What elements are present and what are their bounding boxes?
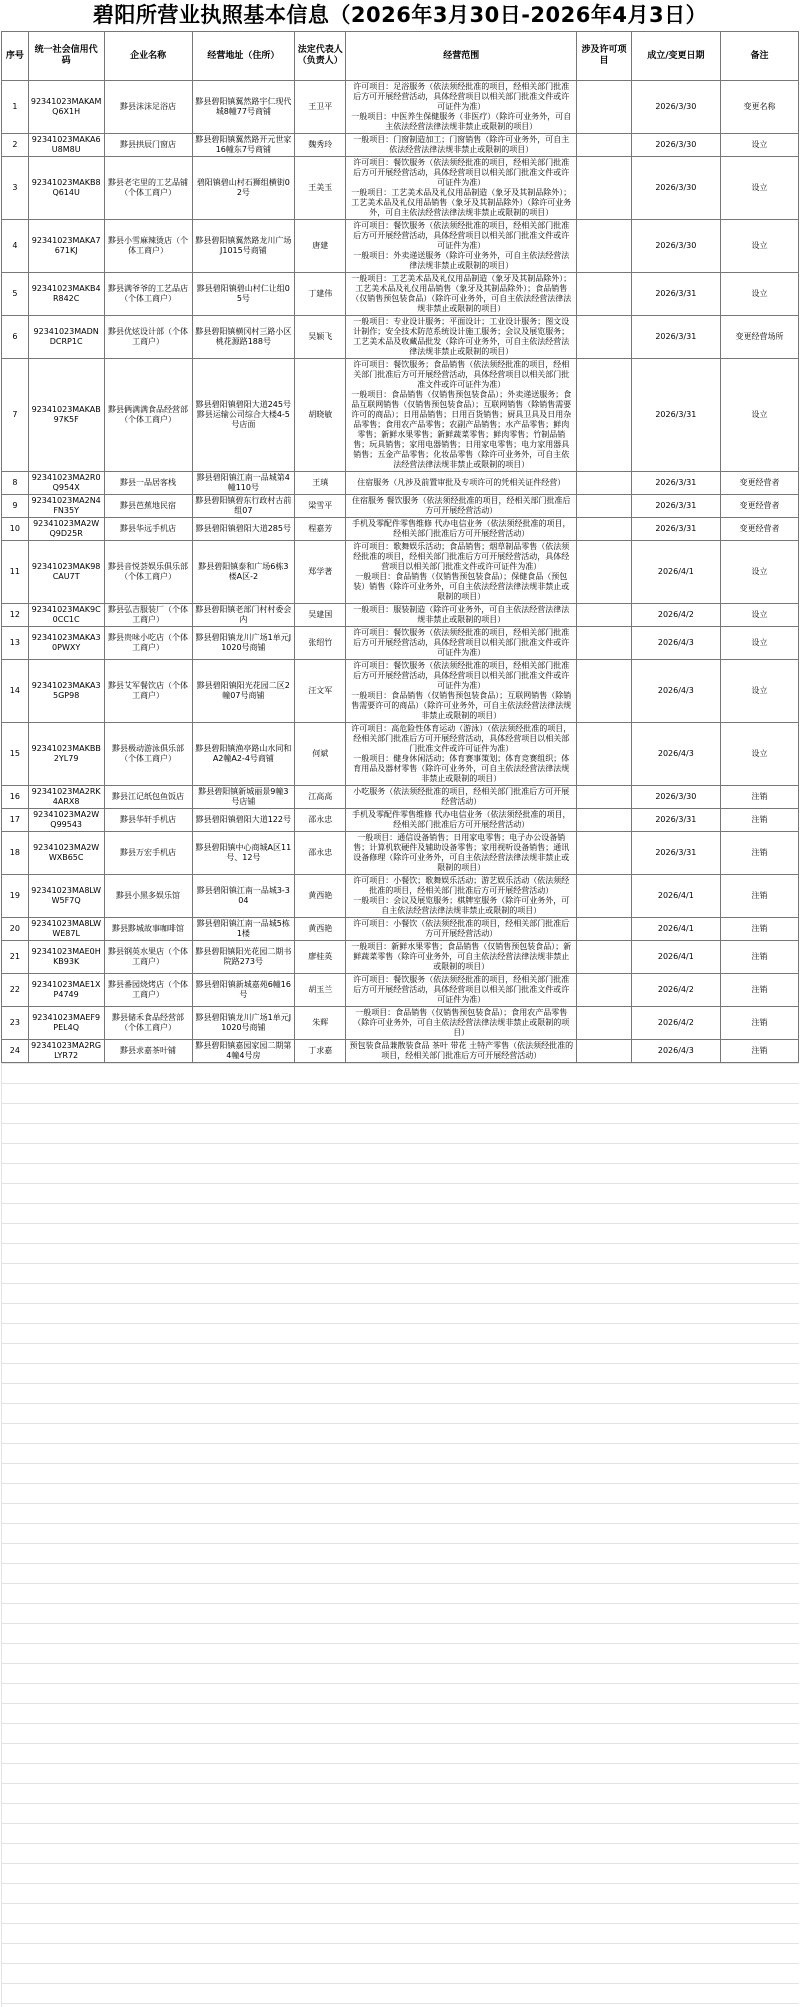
cell-date: 2026/4/3: [631, 723, 720, 786]
cell-note: 设立: [720, 220, 798, 273]
cell-note: 变更经营者: [720, 472, 798, 495]
cell-date: 2026/3/30: [631, 157, 720, 220]
cell-name: 黟县满爷爷的工艺品店（个体工商户）: [104, 273, 192, 316]
cell-name: 黟县优炫设计部（个体工商户）: [104, 316, 192, 359]
cell-name: 黟县俩满满食品经营部（个体工商户）: [104, 359, 192, 472]
cell-name: 黟县储禾食品经营部（个体工商户）: [104, 1007, 192, 1040]
table-row: [2, 875, 799, 918]
cell-license: [577, 518, 632, 541]
cell-representative: 朱辉: [295, 1007, 346, 1040]
table-row: [2, 786, 799, 809]
cell-date: 2026/4/3: [631, 1040, 720, 1063]
cell-scope: 住宿服务（凡涉及前置审批及专项许可的凭相关证件经营）: [346, 472, 577, 495]
cell-no: 3: [2, 157, 29, 220]
cell-representative: 魏秀玲: [295, 134, 346, 157]
cell-scope: 一般项目：门窗制造加工；门窗销售（除许可业务外，可自主依法经营法律法规非禁止或限制的项目）: [346, 134, 577, 157]
cell-note: 设立: [720, 541, 798, 604]
table-row: [2, 604, 799, 627]
cell-date: 2026/3/31: [631, 316, 720, 359]
cell-name: 黟县艾军餐饮店（个体工商户）: [104, 660, 192, 723]
cell-representative: 梁雪平: [295, 495, 346, 518]
cell-scope: 许可项目：歌舞娱乐活动；食品销售；烟草制品零售（依法须经批准的项目，经相关部门批准后方可开展经营活动，具体经营项目以相关部门批准文件或许可证件为准） 一般项目：食品销售（仅销售预包装食品）；保健食品（预包装）销售（除许可业务外，可自主依法经营法律法规非禁止或限制的项目）: [346, 541, 577, 604]
cell-name: 黟县芭蕉地民宿: [104, 495, 192, 518]
cell-representative: 江高高: [295, 786, 346, 809]
table-row: [2, 918, 799, 941]
cell-address: 黟县碧阳镇阳光花园二区2幢07号商铺: [192, 660, 295, 723]
cell-code: 92341023MA2WQ9D25R: [28, 518, 104, 541]
table-row: [2, 316, 799, 359]
cell-representative: 王瑱: [295, 472, 346, 495]
table-row: [2, 134, 799, 157]
cell-scope: 手机及零配件零售维修 代办电信业务（依法须经批准的项目，经相关部门批准后方可开展经营活动）: [346, 518, 577, 541]
cell-address: 黟县碧阳镇江南一品城3-304: [192, 875, 295, 918]
cell-code: 92341023MAKA7671KJ: [28, 220, 104, 273]
cell-date: 2026/3/31: [631, 809, 720, 832]
cell-date: 2026/3/30: [631, 134, 720, 157]
header-row: [2, 32, 799, 81]
cell-name: 黟县音悦荟娱乐俱乐部（个体工商户）: [104, 541, 192, 604]
cell-scope: 小吃服务（依法须经批准的项目，经相关部门批准后方可开展经营活动）: [346, 786, 577, 809]
header-code: 统一社会信用代码: [28, 32, 104, 81]
cell-no: 22: [2, 974, 29, 1007]
header-representative: 法定代表人（负责人）: [295, 32, 346, 81]
cell-no: 18: [2, 832, 29, 875]
table-row: [2, 518, 799, 541]
cell-code: 92341023MA8LWWE87L: [28, 918, 104, 941]
cell-name: 黟县小黑多娱乐馆: [104, 875, 192, 918]
cell-address: 碧阳镇碧山村石狮组横街02号: [192, 157, 295, 220]
cell-note: 注销: [720, 832, 798, 875]
cell-scope: 许可项目：餐饮服务（依法须经批准的项目，经相关部门批准后方可开展经营活动，具体经营项目以相关部门批准文件或许可证件为准）: [346, 627, 577, 660]
cell-name: 黟县沫沫足浴店: [104, 81, 192, 134]
cell-license: [577, 1007, 632, 1040]
cell-note: 变更经营者: [720, 495, 798, 518]
header-date: 成立/变更日期: [631, 32, 720, 81]
cell-address: 黟县碧阳镇中心商城A区11号、12号: [192, 832, 295, 875]
cell-code: 92341023MA2RGLYR72: [28, 1040, 104, 1063]
cell-address: 黟县碧阳镇泰和广场6栋3楼A区-2: [192, 541, 295, 604]
cell-date: 2026/3/31: [631, 273, 720, 316]
cell-scope: 预包装食品兼散装食品 茶叶 带花 土特产零售（依法须经批准的项目，经相关部门批准后方可开展经营活动）: [346, 1040, 577, 1063]
header-no: 序号: [2, 32, 29, 81]
cell-scope: 一般项目：新鲜水果零售；食品销售（仅销售预包装食品）；新鲜蔬菜零售（除许可业务外，可自主依法经营法律法规非禁止或限制的项目）: [346, 941, 577, 974]
cell-code: 92341023MAKAB97K5F: [28, 359, 104, 472]
cell-note: 设立: [720, 134, 798, 157]
cell-code: 92341023MAE1XP4749: [28, 974, 104, 1007]
cell-name: 黟县小雪麻辣烫店（个体工商户）: [104, 220, 192, 273]
cell-address: 黟县碧阳镇碧山村仁让组05号: [192, 273, 295, 316]
cell-date: 2026/3/31: [631, 832, 720, 875]
cell-scope: 一般项目：服装制造（除许可业务外，可自主依法经营法律法规非禁止或限制的项目）: [346, 604, 577, 627]
cell-license: [577, 660, 632, 723]
business-license-table: [1, 31, 799, 1063]
cell-code: 92341023MA2WQ99543: [28, 809, 104, 832]
cell-license: [577, 832, 632, 875]
cell-representative: 丁求嘉: [295, 1040, 346, 1063]
table-row: [2, 627, 799, 660]
cell-note: 注销: [720, 786, 798, 809]
cell-representative: 王美玉: [295, 157, 346, 220]
cell-name: 黟县黟城故事咖啡馆: [104, 918, 192, 941]
cell-date: 2026/4/1: [631, 941, 720, 974]
cell-address: 黟县碧阳镇阳光花园二期书院路273号: [192, 941, 295, 974]
cell-address: 黟县碧阳镇碧阳大道285号: [192, 518, 295, 541]
header-scope: 经营范围: [346, 32, 577, 81]
cell-note: 变更名称: [720, 81, 798, 134]
table-body: [2, 81, 799, 1063]
cell-license: [577, 786, 632, 809]
cell-address: 黟县碧阳镇新城丽景9幢3号店铺: [192, 786, 295, 809]
header-license: 涉及许可项目: [577, 32, 632, 81]
cell-license: [577, 359, 632, 472]
cell-address: 黟县碧阳镇新城嘉苑6幢16号: [192, 974, 295, 1007]
cell-no: 1: [2, 81, 29, 134]
cell-name: 黟县华轩手机店: [104, 809, 192, 832]
cell-no: 4: [2, 220, 29, 273]
cell-note: 注销: [720, 918, 798, 941]
cell-name: 黟县江记纸包鱼饭店: [104, 786, 192, 809]
cell-no: 20: [2, 918, 29, 941]
cell-name: 黟县番园烧烤店（个体工商户）: [104, 974, 192, 1007]
cell-no: 8: [2, 472, 29, 495]
cell-date: 2026/4/1: [631, 541, 720, 604]
cell-license: [577, 541, 632, 604]
cell-note: 设立: [720, 273, 798, 316]
header-name: 企业名称: [104, 32, 192, 81]
cell-license: [577, 723, 632, 786]
cell-name: 黟县一品居客栈: [104, 472, 192, 495]
cell-no: 11: [2, 541, 29, 604]
cell-scope: 许可项目：餐饮服务（依法须经批准的项目，经相关部门批准后方可开展经营活动，具体经营项目以相关部门批准文件或许可证件为准） 一般项目：食品销售（仅销售预包装食品）；互联网销售（除销售需要许可的商品）（除许可业务外，可自主依法经营法律法规非禁止或限制的项目）: [346, 660, 577, 723]
cell-address: 黟县碧阳镇江南一品城5栋1楼: [192, 918, 295, 941]
cell-address: 黟县碧阳镇横冈村三路小区桃花源路188号: [192, 316, 295, 359]
cell-representative: 邵永忠: [295, 809, 346, 832]
cell-no: 5: [2, 273, 29, 316]
cell-name: 黟县求嘉茶叶铺: [104, 1040, 192, 1063]
cell-address: 黟县碧阳镇翼然路宇仁现代城8幢77号商铺: [192, 81, 295, 134]
table-row: [2, 220, 799, 273]
cell-code: 92341023MAE0HKB93K: [28, 941, 104, 974]
cell-code: 92341023MA8LWW5F7Q: [28, 875, 104, 918]
table-row: [2, 809, 799, 832]
cell-representative: 邵永忠: [295, 832, 346, 875]
empty-grid: [1, 1063, 799, 2007]
cell-address: 黟县碧阳镇翼然路开元世家16幢东7号商铺: [192, 134, 295, 157]
cell-no: 7: [2, 359, 29, 472]
cell-date: 2026/3/30: [631, 220, 720, 273]
header-note: 备注: [720, 32, 798, 81]
cell-code: 92341023MAK9C0CC1C: [28, 604, 104, 627]
cell-no: 15: [2, 723, 29, 786]
table-row: [2, 81, 799, 134]
table-row: [2, 1007, 799, 1040]
table-row: [2, 660, 799, 723]
cell-note: 设立: [720, 627, 798, 660]
cell-scope: 手机及零配件零售维修 代办电信业务（依法须经批准的项目，经相关部门批准后方可开展经营活动）: [346, 809, 577, 832]
table-row: [2, 723, 799, 786]
cell-code: 92341023MAKB4R842C: [28, 273, 104, 316]
cell-name: 黟县贵味小吃店（个体工商户）: [104, 627, 192, 660]
cell-code: 92341023MADNDCRP1C: [28, 316, 104, 359]
cell-no: 12: [2, 604, 29, 627]
cell-note: 变更经营场所: [720, 316, 798, 359]
cell-scope: 住宿服务 餐饮服务（依法须经批准的项目，经相关部门批准后方可开展经营活动）: [346, 495, 577, 518]
cell-date: 2026/4/1: [631, 875, 720, 918]
cell-representative: 张绍竹: [295, 627, 346, 660]
cell-license: [577, 627, 632, 660]
cell-license: [577, 941, 632, 974]
cell-license: [577, 604, 632, 627]
cell-scope: 许可项目：餐饮服务（依法须经批准的项目，经相关部门批准后方可开展经营活动，具体经营项目以相关部门批准文件或许可证件为准）: [346, 974, 577, 1007]
cell-date: 2026/3/31: [631, 359, 720, 472]
cell-license: [577, 875, 632, 918]
cell-code: 92341023MAK98CAU7T: [28, 541, 104, 604]
cell-representative: 吴颖飞: [295, 316, 346, 359]
cell-code: 92341023MAEF9PEL4Q: [28, 1007, 104, 1040]
cell-representative: 黄西艳: [295, 875, 346, 918]
cell-address: 黟县碧阳镇老部门村村委会内: [192, 604, 295, 627]
cell-address: 黟县碧阳镇龙川广场1单元J1020号商铺: [192, 627, 295, 660]
cell-address: 黟县碧阳镇碧阳大道245号黟县运输公司综合大楼4-5号店面: [192, 359, 295, 472]
cell-no: 6: [2, 316, 29, 359]
cell-note: 设立: [720, 723, 798, 786]
cell-date: 2026/4/1: [631, 918, 720, 941]
cell-scope: 许可项目：餐饮服务；食品销售（依法须经批准的项目，经相关部门批准后方可开展经营活动，具体经营项目以相关部门批准文件或许可证件为准） 一般项目：食品销售（仅销售预包装食品）；外卖递送服务；食品互联网销售（仅销售预包装食品）；互联网销售（除销售需要许可的商品）；日用品销售；日用百货销售；厨具卫具及日用杂品零售；食用农产品零售；农副产品销售；水产品零售；鲜肉零售；新鲜水果零售；新鲜蔬菜零售；鲜肉零售；竹制品销售；玩具销售；家用电器销售；日用家电零售；电力家用器具销售；五金产品零售；化妆品零售（除许可业务外，可自主依法经营法律法规非禁止或限制的项目）: [346, 359, 577, 472]
cell-license: [577, 918, 632, 941]
cell-note: 设立: [720, 359, 798, 472]
cell-address: 黟县碧阳镇碧阳大道122号: [192, 809, 295, 832]
cell-representative: 丁建伟: [295, 273, 346, 316]
cell-note: 注销: [720, 875, 798, 918]
cell-no: 19: [2, 875, 29, 918]
cell-license: [577, 134, 632, 157]
cell-scope: 许可项目：小餐饮；歌舞娱乐活动；游艺娱乐活动（依法须经批准的项目，经相关部门批准后方可开展经营活动） 一般项目：会议及展览服务；棋牌室服务（除许可业务外，可自主依法经营法律法规非禁止或限制的项目）: [346, 875, 577, 918]
table-row: [2, 157, 799, 220]
cell-address: 黟县碧阳镇江南一品城第4幢110号: [192, 472, 295, 495]
cell-license: [577, 81, 632, 134]
cell-code: 92341023MAKB8Q614U: [28, 157, 104, 220]
cell-code: 92341023MAKBB2YL79: [28, 723, 104, 786]
cell-representative: 黄西艳: [295, 918, 346, 941]
cell-note: 注销: [720, 974, 798, 1007]
cell-no: 17: [2, 809, 29, 832]
cell-license: [577, 220, 632, 273]
cell-representative: 郑学著: [295, 541, 346, 604]
cell-code: 92341023MA2N4FN35Y: [28, 495, 104, 518]
cell-code: 92341023MAKAMQ6X1H: [28, 81, 104, 134]
cell-scope: 许可项目：足浴服务（依法须经批准的项目，经相关部门批准后方可开展经营活动，具体经营项目以相关部门批准文件或许可证件为准） 一般项目：中医养生保健服务（非医疗）（除许可业务外，可自主依法经营法律法规非禁止或限制的项目）: [346, 81, 577, 134]
cell-scope: 许可项目：小餐饮（依法须经批准的项目，经相关部门批准后方可开展经营活动）: [346, 918, 577, 941]
cell-license: [577, 809, 632, 832]
cell-scope: 一般项目：工艺美术品及礼仪用品制造（象牙及其制品除外）；工艺美术品及礼仪用品销售（象牙及其制品除外）；食品销售（仅销售预包装食品）（除许可业务外，可自主依法经营法律法规非禁止或限制的项目）: [346, 273, 577, 316]
cell-license: [577, 1040, 632, 1063]
cell-name: 黟县极动游泳俱乐部（个体工商户）: [104, 723, 192, 786]
cell-note: 设立: [720, 157, 798, 220]
cell-representative: 何斌: [295, 723, 346, 786]
cell-representative: 胡晓敏: [295, 359, 346, 472]
cell-representative: 汪文军: [295, 660, 346, 723]
cell-representative: 胡玉兰: [295, 974, 346, 1007]
cell-scope: 许可项目：餐饮服务（依法须经批准的项目，经相关部门批准后方可开展经营活动，具体经营项目以相关部门批准文件或许可证件为准） 一般项目：工艺美术品及礼仪用品制造（象牙及其制品除外）；工艺美术品及礼仪用品销售（象牙及其制品除外）（除许可业务外，可自主依法经营法律法规非禁止或限制的项目）: [346, 157, 577, 220]
cell-date: 2026/3/30: [631, 786, 720, 809]
cell-no: 23: [2, 1007, 29, 1040]
table-row: [2, 472, 799, 495]
cell-date: 2026/3/31: [631, 472, 720, 495]
cell-note: 注销: [720, 809, 798, 832]
cell-representative: 唐建: [295, 220, 346, 273]
table-row: [2, 974, 799, 1007]
cell-no: 24: [2, 1040, 29, 1063]
table-row: [2, 1040, 799, 1063]
table-row: [2, 273, 799, 316]
cell-license: [577, 157, 632, 220]
cell-date: 2026/4/3: [631, 627, 720, 660]
cell-date: 2026/4/2: [631, 974, 720, 1007]
cell-license: [577, 316, 632, 359]
cell-address: 黟县碧阳镇龙川广场1单元J1020号商铺: [192, 1007, 295, 1040]
cell-representative: 吴建国: [295, 604, 346, 627]
cell-code: 92341023MAKA35GP98: [28, 660, 104, 723]
cell-date: 2026/4/2: [631, 604, 720, 627]
cell-name: 黟县拱辰门窗店: [104, 134, 192, 157]
cell-code: 92341023MAKA6U8M8U: [28, 134, 104, 157]
cell-note: 注销: [720, 1040, 798, 1063]
cell-code: 92341023MAKA30PWXY: [28, 627, 104, 660]
cell-no: 21: [2, 941, 29, 974]
cell-representative: 廖桂英: [295, 941, 346, 974]
cell-name: 黟县老宅里的工艺品铺（个体工商户）: [104, 157, 192, 220]
cell-date: 2026/3/31: [631, 518, 720, 541]
cell-no: 16: [2, 786, 29, 809]
cell-date: 2026/4/2: [631, 1007, 720, 1040]
cell-representative: 王卫平: [295, 81, 346, 134]
table-row: [2, 359, 799, 472]
cell-name: 黟县弘吉服装厂（个体工商户）: [104, 604, 192, 627]
cell-scope: 一般项目：食品销售（仅销售预包装食品）；食用农产品零售（除许可业务外，可自主依法经营法律法规非禁止或限制的项目）: [346, 1007, 577, 1040]
cell-address: 黟县碧阳镇渔亭路山水同和A2幢A2-4号商铺: [192, 723, 295, 786]
cell-code: 92341023MA2R0Q954X: [28, 472, 104, 495]
cell-scope: 许可项目：高危险性体育运动（游泳）（依法须经批准的项目，经相关部门批准后方可开展经营活动，具体经营项目以相关部门批准文件或许可证件为准） 一般项目：健身休闲活动；体育赛事策划；体育竞赛组织；体育用品及器材零售（除许可业务外，可自主依法经营法律法规非禁止或限制的项目）: [346, 723, 577, 786]
cell-address: 黟县碧阳镇翼然路龙川广场J1015号商铺: [192, 220, 295, 273]
cell-no: 9: [2, 495, 29, 518]
cell-note: 设立: [720, 660, 798, 723]
cell-license: [577, 472, 632, 495]
cell-note: 注销: [720, 941, 798, 974]
cell-representative: 程嘉芳: [295, 518, 346, 541]
table-row: [2, 832, 799, 875]
cell-name: 黟县钢英水果店（个体工商户）: [104, 941, 192, 974]
cell-name: 黟县万宏手机店: [104, 832, 192, 875]
cell-address: 黟县碧阳镇嘉园家园二期第4幢4号房: [192, 1040, 295, 1063]
cell-note: 变更经营者: [720, 518, 798, 541]
cell-note: 设立: [720, 604, 798, 627]
table-row: [2, 495, 799, 518]
header-address: 经营地址（住所）: [192, 32, 295, 81]
cell-code: 92341023MA2WWXB65C: [28, 832, 104, 875]
cell-note: 注销: [720, 1007, 798, 1040]
cell-license: [577, 974, 632, 1007]
table-row: [2, 941, 799, 974]
cell-license: [577, 273, 632, 316]
cell-scope: 许可项目：餐饮服务（依法须经批准的项目，经相关部门批准后方可开展经营活动，具体经营项目以相关部门批准文件或许可证件为准） 一般项目：外卖递送服务（除许可业务外，可自主依法经营法律法规非禁止或限制的项目）: [346, 220, 577, 273]
cell-date: 2026/3/31: [631, 495, 720, 518]
cell-date: 2026/3/30: [631, 81, 720, 134]
cell-no: 14: [2, 660, 29, 723]
cell-date: 2026/4/3: [631, 660, 720, 723]
cell-no: 2: [2, 134, 29, 157]
table-row: [2, 541, 799, 604]
cell-scope: 一般项目：专业设计服务；平面设计；工业设计服务；图文设计制作；安全技术防范系统设计施工服务；会议及展览服务；工艺美术品及收藏品批发（除许可业务外，可自主依法经营法律法规非禁止或限制的项目）: [346, 316, 577, 359]
cell-license: [577, 495, 632, 518]
cell-no: 13: [2, 627, 29, 660]
cell-no: 10: [2, 518, 29, 541]
cell-scope: 一般项目：通信设备销售；日用家电零售；电子办公设备销售；计算机软硬件及辅助设备零售；家用视听设备销售；通讯设备修理（除许可业务外，可自主依法经营法律法规非禁止或限制的项目）: [346, 832, 577, 875]
cell-code: 92341023MA2RK4ARX8: [28, 786, 104, 809]
cell-address: 黟县碧阳镇碧东行政村古前组07: [192, 495, 295, 518]
page-title: 碧阳所营业执照基本信息（2026年3月30日-2026年4月3日）: [92, 3, 708, 27]
cell-name: 黟县华远手机店: [104, 518, 192, 541]
